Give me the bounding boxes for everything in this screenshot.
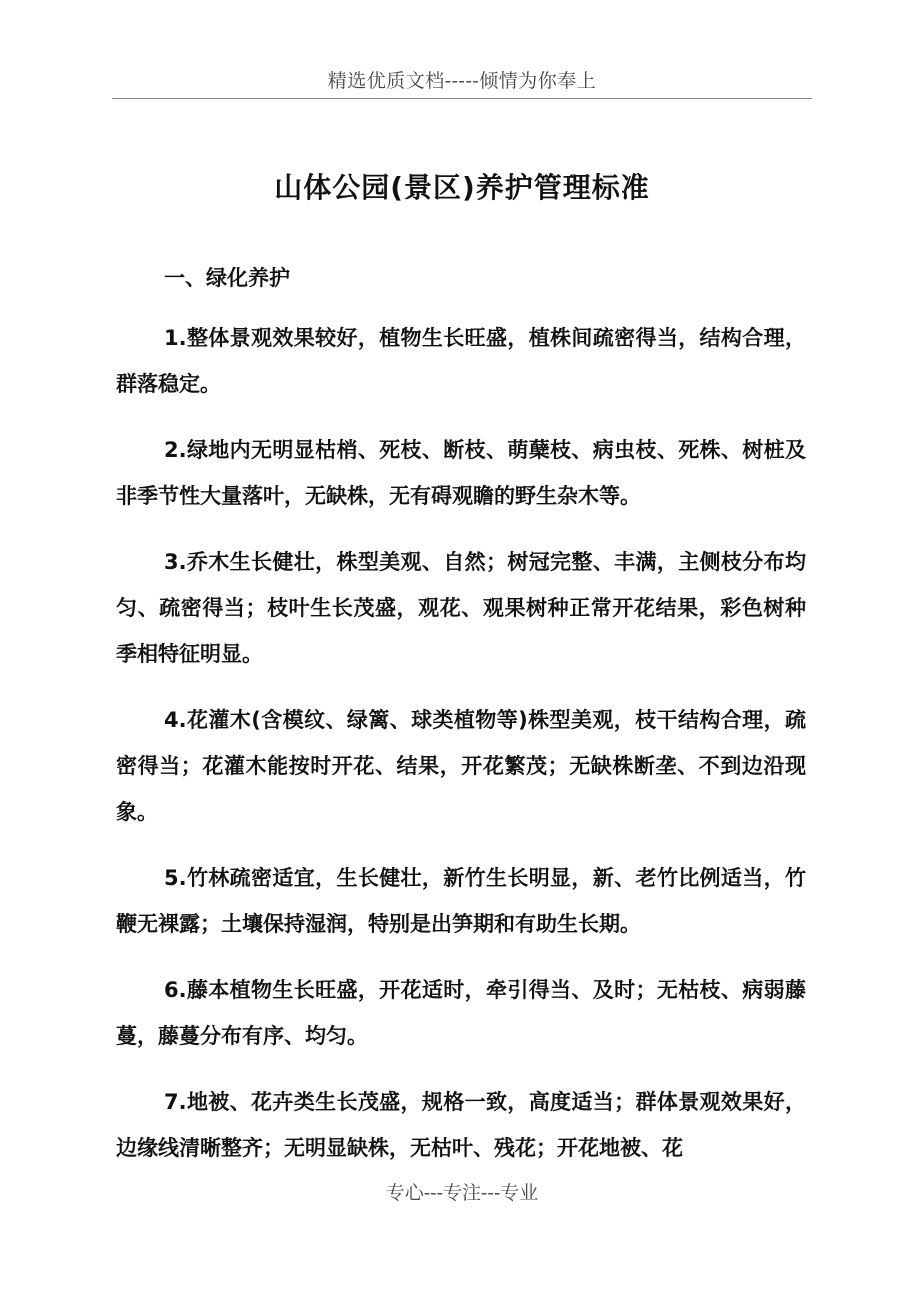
header-divider <box>112 98 812 99</box>
paragraph-4: 4.花灌木(含模纹、绿篱、球类植物等)株型美观，枝干结构合理，疏密得当；花灌木能按时开花、结果，开花繁茂；无缺株断垄、不到边沿现象。 <box>116 708 806 824</box>
document-body <box>116 315 806 1191</box>
page-header: 精选优质文档-----倾情为你奉上 <box>327 70 597 92</box>
page-footer: 专心---专注---专业 <box>385 1182 539 1204</box>
document-title: 山体公园(景区)养护管理标准 <box>274 171 650 204</box>
paragraph-5: 5.竹林疏密适宜，生长健壮，新竹生长明显，新、老竹比例适当，竹鞭无裸露；土壤保持湿润，特别是出笋期和有助生长期。 <box>116 866 806 936</box>
paragraph-6: 6.藤本植物生长旺盛，开花适时，牵引得当、及时；无枯枝、病弱藤蔓，藤蔓分布有序、均匀。 <box>116 978 806 1048</box>
paragraph-3: 3.乔木生长健壮，株型美观、自然；树冠完整、丰满，主侧枝分布均匀、疏密得当；枝叶生长茂盛，观花、观果树种正常开花结果，彩色树种季相特征明显。 <box>116 550 806 666</box>
paragraph-2: 2.绿地内无明显枯梢、死枝、断枝、萌蘖枝、病虫枝、死株、树桩及非季节性大量落叶，无缺株，无有碍观瞻的野生杂木等。 <box>116 438 806 508</box>
paragraph-1: 1.整体景观效果较好，植物生长旺盛，植株间疏密得当，结构合理，群落稳定。 <box>116 326 806 396</box>
section-heading: 一、绿化养护 <box>164 266 290 290</box>
paragraph-7: 7.地被、花卉类生长茂盛，规格一致，高度适当；群体景观效果好，边缘线清晰整齐；无明显缺株，无枯叶、残花；开花地被、花 <box>116 1090 806 1160</box>
